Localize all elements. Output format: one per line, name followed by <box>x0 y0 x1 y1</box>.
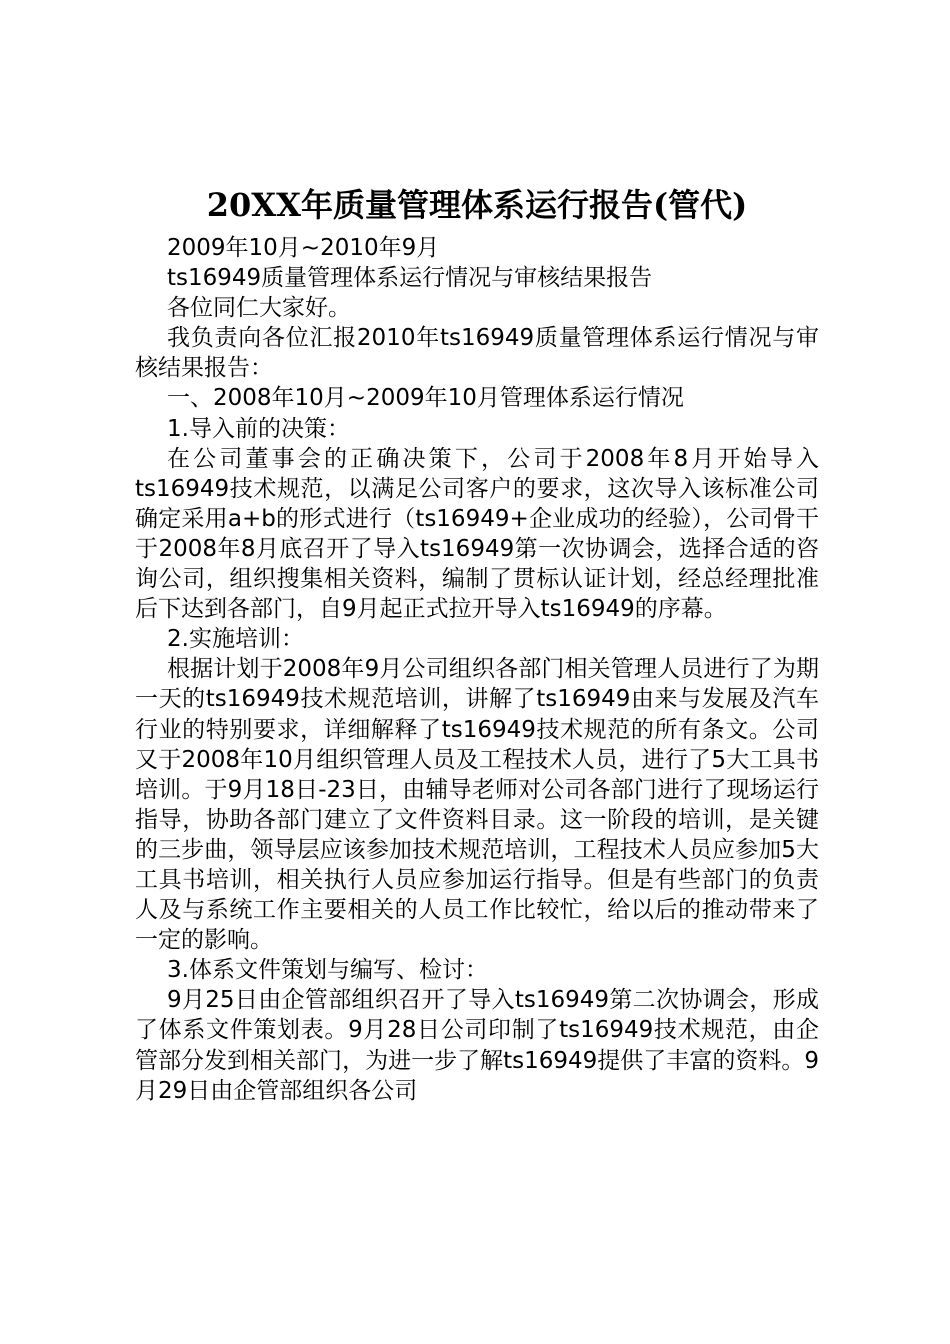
greeting: 各位同仁大家好。 <box>167 295 351 322</box>
document-body <box>135 183 819 1106</box>
report-period: 2009年10月~2010年9月 <box>167 235 440 261</box>
report-subtitle: ts16949质量管理体系运行情况与审核结果报告 <box>167 265 653 292</box>
subsection-heading-3: 3.体系文件策划与编写、检讨： <box>167 957 488 984</box>
subsection-heading-1: 1.导入前的决策： <box>167 415 350 442</box>
section-heading-1: 一、2008年10月~2009年10月管理体系运行情况 <box>167 385 684 412</box>
subsection-heading-2: 2.实施培训： <box>167 626 304 653</box>
intro-paragraph: 我负责向各位汇报2010年ts16949质量管理体系运行情况与审核结果报告： <box>135 325 819 382</box>
body-paragraph: 9月25日由企管部组织召开了导入ts16949第二次协调会，形成了体系文件策划表。9月28日公司印制了ts16949技术规范，由企管部分发到相关部门，为进一步了解ts16949提供了丰富的资料。9月29日由企管部组织各公司 <box>135 987 819 1104</box>
body-paragraph: 根据计划于2008年9月公司组织各部门相关管理人员进行了为期一天的ts16949技术规范培训，讲解了ts16949由来与发展及汽车行业的特别要求，详细解释了ts16949技术规范的所有条文。公司又于2008年10月组织管理人员及工程技术人员，进行了5大工具书培训。于9月18日-23日，由辅导老师对公司各部门进行了现场运行指导，协助各部门建立了文件资料目录。这一阶段的培训，是关键的三步曲，领导层应该参加技术规范培训，工程技术人员应参加5大工具书培训，相关执行人员应参加运行指导。但是有些部门的负责人及与系统工作主要相关的人员工作比较忙，给以后的推动带来了一定的影响。 <box>135 656 819 954</box>
document-title: 20XX年质量管理体系运行报告(管代) <box>206 186 748 224</box>
body-paragraph: 在公司董事会的正确决策下，公司于2008年8月开始导入ts16949技术规范，以满足公司客户的要求，这次导入该标准公司确定采用a+b的形式进行（ts16949+企业成功的经验），公司骨干于2008年8月底召开了导入ts16949第一次协调会，选择合适的咨询公司，组织搜集相关资料，编制了贯标认证计划，经总经理批准后下达到各部门，自9月起正式拉开导入ts16949的序幕。 <box>135 445 819 623</box>
